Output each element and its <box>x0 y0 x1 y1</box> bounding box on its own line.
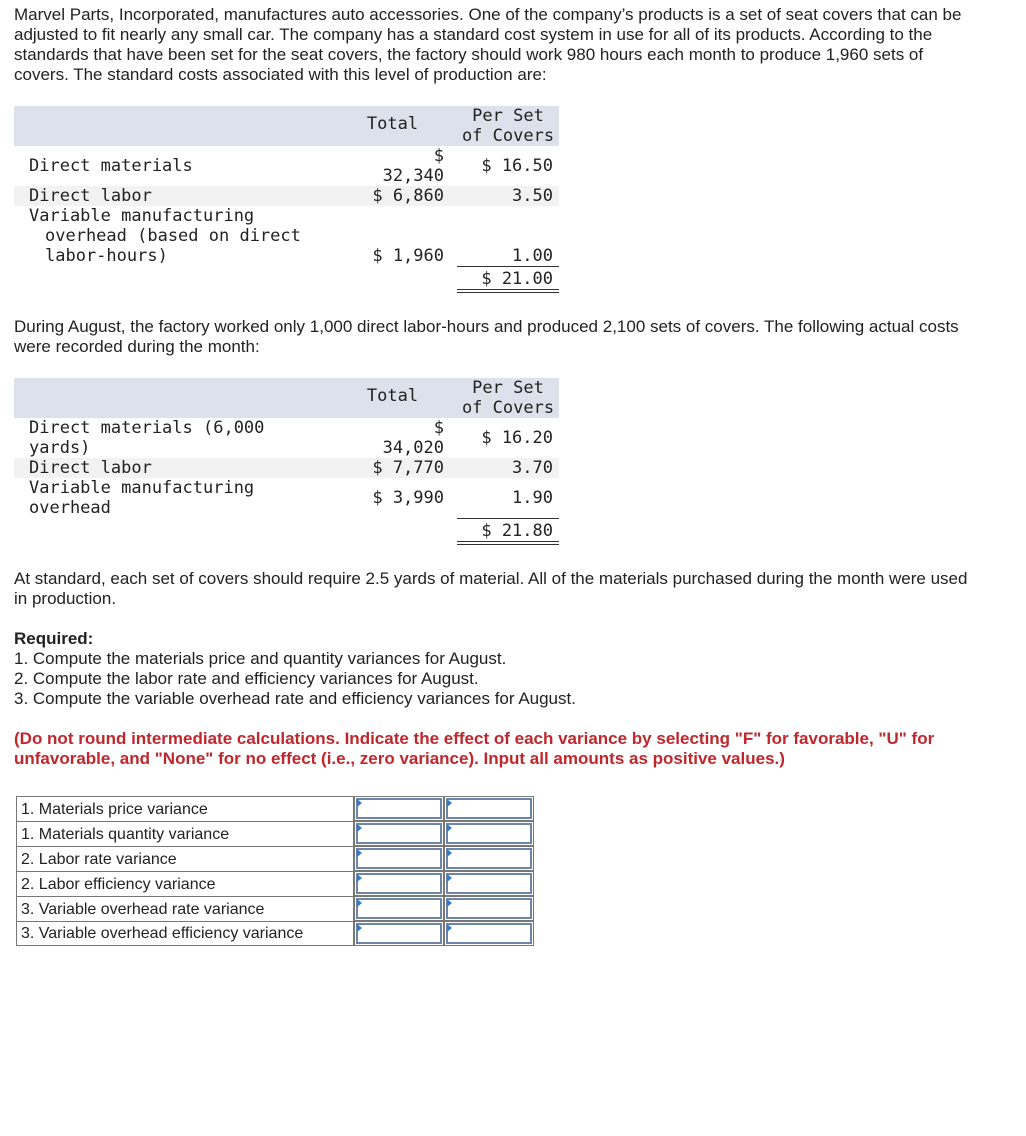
table-row <box>14 206 559 266</box>
table-row <box>14 478 559 518</box>
header-per-set: Per Set of Covers <box>457 106 559 146</box>
standard-cost-table <box>14 106 559 293</box>
answer-row <box>16 846 534 871</box>
required-item: 2. Compute the labor rate and efficiency variances for August. <box>14 669 479 688</box>
effect-select[interactable] <box>446 848 532 869</box>
intro-paragraph: Marvel Parts, Incorporated, manufactures auto accessories. One of the company’s products is a set of seat covers that can be adjusted to fit nearly any small car. The company has a standard cost system in use for all of its products. According to the standards that have been set for the seat covers, the factory should work 980 hours each month to produce 1,960 sets of covers. The standard costs associated with this level of production are: <box>14 5 962 84</box>
table-sum-row <box>14 518 559 543</box>
amount-input[interactable] <box>356 848 442 869</box>
header-per-set: Per Set of Covers <box>457 378 559 418</box>
answer-label: 2. Labor efficiency variance <box>16 871 354 896</box>
row-total: $ 32,340 <box>382 146 444 186</box>
effect-select[interactable] <box>446 898 532 919</box>
row-label: Direct materials <box>29 156 193 176</box>
row-total: $ 34,020 <box>382 418 444 458</box>
answer-table <box>16 796 534 946</box>
answer-label: 3. Variable overhead efficiency variance <box>16 921 354 946</box>
row-total: $ 6,860 <box>341 186 444 206</box>
row-label: Direct labor <box>14 458 341 478</box>
standard-note-paragraph: At standard, each set of covers should require 2.5 yards of material. All of the materials purchased during the month were used in production. <box>14 569 968 608</box>
required-heading: Required: <box>14 629 94 648</box>
sum-per-set: $ 21.00 <box>457 266 559 291</box>
amount-input[interactable] <box>356 798 442 819</box>
effect-select[interactable] <box>446 923 532 944</box>
required-item: 3. Compute the variable overhead rate and efficiency variances for August. <box>14 689 576 708</box>
row-label: Direct labor <box>14 186 341 206</box>
row-per-set: $ 16.50 <box>481 156 553 176</box>
answer-row <box>16 896 534 921</box>
amount-input[interactable] <box>356 923 442 944</box>
row-label: Variable manufacturing overhead (based on direct labor-hours) <box>29 206 301 266</box>
table-sum-row <box>14 266 559 291</box>
table-row <box>14 418 559 458</box>
answer-row <box>16 821 534 846</box>
row-label: Variable manufacturing overhead <box>29 478 255 518</box>
answer-label: 1. Materials quantity variance <box>16 821 354 846</box>
row-total: $ 3,990 <box>372 488 444 508</box>
answer-label: 3. Variable overhead rate variance <box>16 896 354 921</box>
amount-input[interactable] <box>356 898 442 919</box>
table-row <box>14 146 559 186</box>
required-item: 1. Compute the materials price and quantity variances for August. <box>14 649 507 668</box>
table-header-row <box>14 106 559 146</box>
row-per-set: 1.90 <box>512 488 553 508</box>
row-total: $ 1,960 <box>372 246 444 266</box>
amount-input[interactable] <box>356 823 442 844</box>
required-section <box>14 629 974 709</box>
effect-select[interactable] <box>446 823 532 844</box>
answer-label: 2. Labor rate variance <box>16 846 354 871</box>
row-per-set: 1.00 <box>512 245 553 266</box>
august-paragraph: During August, the factory worked only 1,000 direct labor-hours and produced 2,100 sets of covers. The following actual costs were recorded during the month: <box>14 317 959 356</box>
row-per-set: 3.70 <box>457 458 559 478</box>
amount-input[interactable] <box>356 873 442 894</box>
row-label: Direct materials (6,000 yards) <box>29 418 265 458</box>
row-per-set: $ 16.20 <box>481 428 553 448</box>
table-row <box>14 458 559 478</box>
answer-row <box>16 871 534 896</box>
header-total: Total <box>341 106 444 146</box>
sum-per-set: $ 21.80 <box>457 518 559 543</box>
header-total: Total <box>341 378 444 418</box>
row-per-set: 3.50 <box>457 186 559 206</box>
effect-select[interactable] <box>446 873 532 894</box>
answer-row <box>16 796 534 821</box>
answer-label: 1. Materials price variance <box>16 796 354 821</box>
table-header-row <box>14 378 559 418</box>
actual-cost-table <box>14 378 559 545</box>
instruction-text: (Do not round intermediate calculations. Indicate the effect of each variance by selecting "F" for favorable, "U" for unfavorable, and "None" for no effect (i.e., zero variance). Input all amounts as positive values.) <box>14 729 935 768</box>
effect-select[interactable] <box>446 798 532 819</box>
row-total: $ 7,770 <box>341 458 444 478</box>
answer-row <box>16 921 534 946</box>
table-row <box>14 186 559 206</box>
